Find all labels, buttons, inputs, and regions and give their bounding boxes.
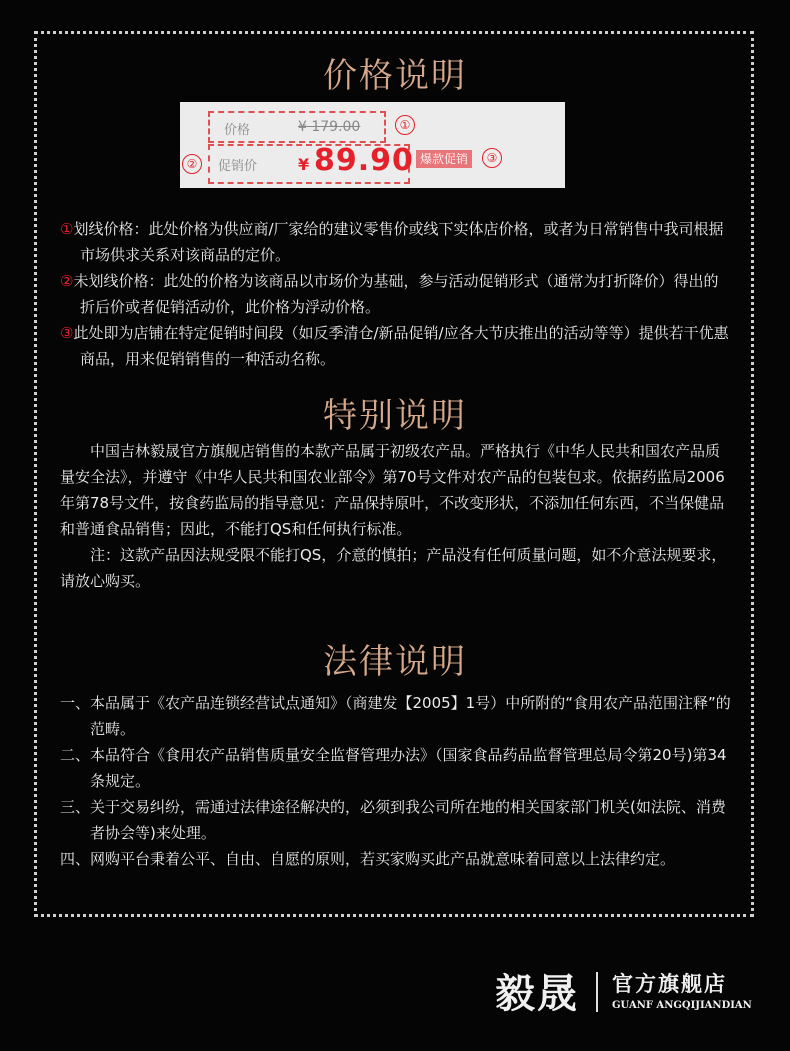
list-price-label: 价格 [224,123,251,138]
legal-notes [60,690,732,872]
price-note-3 [60,320,732,372]
price-note-2 [60,268,732,320]
note-text-1: 划线价格：此处价格为供应商/厂家给的建议零售价或线下实体店价格，或者为日常销售中我司根据市场供求关系对该商品的定价。 [73,220,724,264]
special-paragraph-1: 中国吉林毅晟官方旗舰店销售的本款产品属于初级农产品。严格执行《中华人民共和国农产品质量安全法》，并遵守《中华人民共和国农业部令》第70号文件对农产品的包装包求。依据药监局2006年第78号文件，按食药监局的指导意见：产品保持原叶，不改变形状，不添加任何东西，不当保健品和普通食品销售；因此，不能打QS和任何执行标准。 [60,442,725,538]
legal-item-4: 四、网购平台秉着公平、自由、自愿的原则，若买家购买此产品就意味着同意以上法律约定。 [60,850,676,868]
note-text-3: 此处即为店铺在特定促销时间段（如反季清仓/新品促销/应各大节庆推出的活动等等）提供若干优惠商品，用来促销销售的一种活动名称。 [73,324,729,368]
promo-price-label: 促销价 [218,159,258,174]
special-section-title: 特别说明 [323,396,467,436]
price-note-1 [60,216,732,268]
special-paragraph-2: 注：这款产品因法规受限不能打QS，介意的慎拍；产品没有任何质量问题，如不介意法规要求，请放心购买。 [60,546,727,590]
note-marker-2: ② [60,272,74,290]
list-price-value: ¥ 179.00 [298,119,361,135]
promo-currency: ¥ [298,155,310,174]
price-section-title: 价格说明 [323,56,467,96]
store-name-pinyin: GUANF ANGQIJIANDIAN [612,1000,752,1011]
legal-section-title: 法律说明 [323,642,467,682]
marker-3: ③ [482,148,502,168]
special-notes [60,438,732,594]
footer-divider [596,972,598,1012]
legal-item-2: 二、本品符合《食用农产品销售质量安全监督管理办法》（国家食品药品监督管理总局令第20号)第34条规定。 [60,746,727,790]
brand-logo: 毅晟 [495,970,579,1017]
note-marker-3: ③ [60,324,74,342]
marker-1: ① [395,115,415,135]
note-marker-1: ① [60,220,74,238]
price-example-image [180,102,565,188]
promo-price-value: 89.90 [314,143,414,178]
price-notes [60,216,732,372]
note-text-2: 未划线价格：此处的价格为该商品以市场价为基础，参与活动促销形式（通常为打折降价）得出的折后价或者促销活动价，此价格为浮动价格。 [73,272,719,316]
promo-badge: 爆款促销 [416,150,472,168]
legal-item-3: 三、关于交易纠纷，需通过法律途径解决的，必须到我公司所在地的相关国家部门机关(如法院、消费者协会等)来处理。 [60,798,726,842]
store-name: 官方旗舰店 [612,971,727,996]
marker-2: ② [182,154,202,174]
legal-item-1: 一、本品属于《农产品连锁经营试点通知》（商建发【2005】1号）中所附的“食用农产品范围注释”的范畴。 [60,694,731,738]
